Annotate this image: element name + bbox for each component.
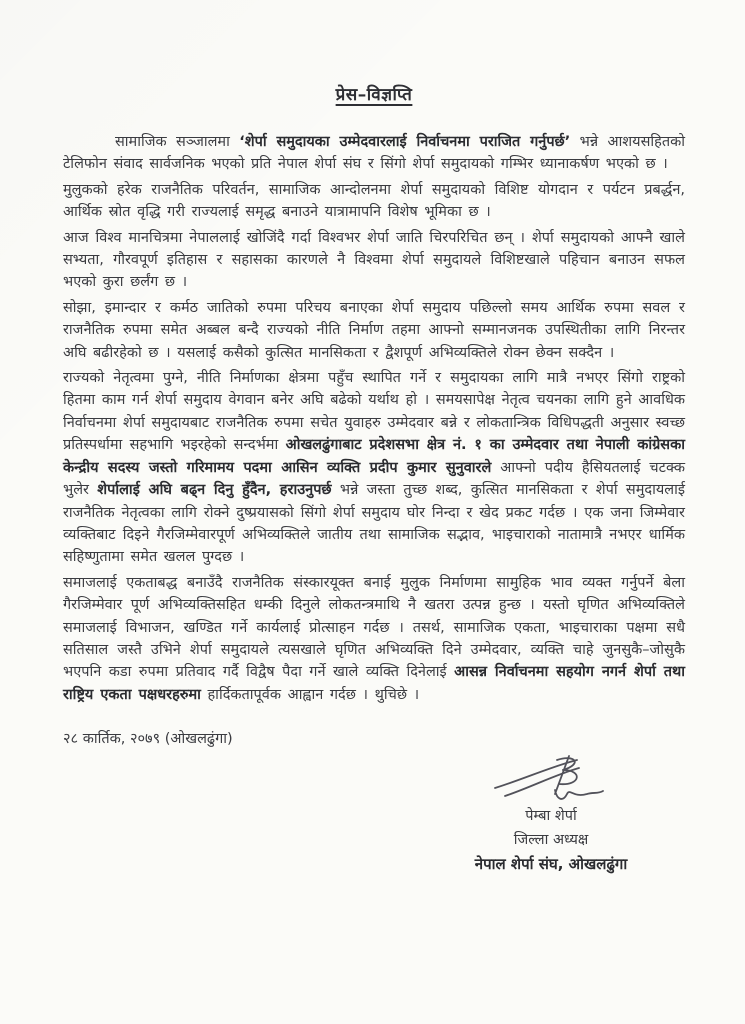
- paragraph-bold-segment: शेर्पालाई अघि बढ्न दिनु हुँदैन, हराउनुपर्छ: [97, 482, 332, 499]
- paragraph-segment: हार्दिकतापूर्वक आह्वान गर्दछ । थुचिछे ।: [200, 686, 420, 703]
- paragraph-segment: आज विश्व मानचित्रमा नेपाललाई खोजिंदै गर्दा विश्वभर शेर्पा जाति चिरपरिचित छन् । शेर्पा समुदायको आफ्नै खाले सभ्यता, गौरवपूर्ण इतिहास र सहासका कारणले नै विश्वमा शेर्पा समुदायले विशिष्टखाले पहिचान बनाउन सफल भएको कुरा छर्लंग छ ।: [63, 229, 685, 291]
- paragraph-segment: सोझा, इमान्दार र कर्मठ जातिको रुपमा परिचय बनाएका शेर्पा समुदाय पछिल्लो समय आर्थिक रुपमा सवल र राजनैतिक रुपमा समेत अब्बल बन्दै राज्यको नीति निर्माण तहमा आफ्नो सम्मानजनक उपस्थितीका लागि निरन्तर अघि बढीरहेको छ । यसलाई कसैको कुत्सित मानसिकता र द्वैशपूर्ण अभिव्यक्तिले रोक्न छेक्न सक्दैन ।: [63, 299, 685, 361]
- signatory-role: जिल्ला अध्यक्ष: [513, 832, 589, 849]
- paragraph-bold-segment: आसन्न निर्वाचनमा सहयोग नगर्न शेर्पा तथा राष्ट्रिय एकता पक्षधरहरुमा: [63, 664, 685, 703]
- paragraph-bold-segment: ओखलढुंगाबाट प्रदेशसभा क्षेत्र नं. १ का उम्मेदवार तथा नेपाली कांग्रेसका केन्द्रीय सदस्य जस्तो गरिमामय पदमा आसिन व्यक्ति प्रदीप कुमार सुनुवारले: [63, 437, 686, 476]
- paragraph-segment: समाजलाई एकताबद्ध बनाउँदै राजनैतिक संस्कारयूक्त बनाई मुलुक निर्माणमा सामुहिक भाव व्यक्त गर्नुपर्ने बेला गैरजिम्मेवार पूर्ण अभिव्यक्तिसहित धम्की दिनुले लोकतन्त्रमाथि नै खतरा उत्पन्न हुन्छ । यस्तो घृणित अभिव्यक्तिले समाजलाई विभाजन, खण्डित गर्ने कार्यलाई प्रोत्साहन गर्दछ । तसर्थ, सामाजिक एकता, भाइचाराका पक्षमा सधै सतिसाल जस्तै उभिने शेर्पा समुदायले त्यसखाले घृणित अभिव्यक्ति दिने उम्मेदवार, व्यक्ति चाहे जुनसुकै–जोसुकै भएपनि कडा रुपमा प्रतिवाद गर्दै विद्वैष पैदा गर्ने खाले व्यक्ति दिनेलाई: [63, 574, 685, 681]
- paragraph: [63, 297, 685, 364]
- paragraph: [63, 572, 685, 706]
- paragraph: [63, 131, 685, 176]
- paragraph-segment: राज्यको नेतृत्वमा पुग्ने, नीति निर्माणका क्षेत्रमा पहुँच स्थापित गर्ने र समुदायका लागि मात्रै नभएर सिंगो राष्ट्रको हितमा काम गर्न शेर्पा समुदाय वेगवान बनेर अघि बढेको यर्थाथ हो । समयसापेक्ष नेतृत्व चयनका लागि हुने आवधिक निर्वाचनमा शेर्पा समुदायबाट राजनैतिक रुपमा सचेत युवाहरु उम्मेदवार बन्ने र लोकतान्त्रिक विधिपद्धती अनुसार स्वच्छ प्रतिस्पर्धामा सहभागि भइरहेको सन्दर्भमा: [63, 370, 685, 454]
- paragraph: [63, 367, 685, 569]
- signatory-name: पेम्बा शेर्पा: [525, 808, 577, 825]
- date-line: २८ कार्तिक, २०७९ (ओखलढुंगा): [63, 731, 233, 748]
- paragraph: [63, 227, 685, 294]
- page-title: प्रेस–विज्ञप्ति: [335, 85, 413, 105]
- signatory-organization: नेपाल शेर्पा संघ, ओखलढुंगा: [474, 855, 628, 874]
- paragraph-segment: आफ्नो पदीय हैसियतलाई चटक्क भुलेर: [63, 459, 685, 499]
- signature-scribble: [491, 754, 611, 806]
- paragraph-segment: सामाजिक सञ्जालमा: [115, 134, 240, 150]
- paragraph-bold-segment: ‘शेर्पा समुदायका उम्मेदवारलाई निर्वाचनमा पराजित गर्नुपर्छ’: [239, 134, 571, 150]
- paragraph-segment: भन्ने आशयसहितको टेलिफोन संवाद सार्वजनिक भएको प्रति नेपाल शेर्पा संघ र सिंगो शेर्पा समुदायको गम्भिर ध्यानाकर्षण भएको छ ।: [63, 134, 685, 173]
- paragraph: [63, 179, 685, 224]
- document-paragraphs: [63, 131, 685, 706]
- signature-block: [431, 754, 671, 877]
- paragraph-segment: भन्ने जस्ता तुच्छ शब्द, कुत्सित मानसिकता र शेर्पा समुदायलाई राजनैतिक नेतृत्वका लागि रोक्ने दुष्प्रयासको सिंगो शेर्पा समुदाय घोर निन्दा र खेद प्रकट गर्दछ । एक जना जिम्मेवार व्यक्तिबाट दिइने गैरजिम्मेवारपूर्ण अभिव्यक्तिले जातीय तथा सामाजिक सद्भाव, भाइचाराको नातामात्रै नभएर धार्मिक सहिष्णुतामा समेत खलल पुग्दछ ।: [63, 482, 685, 566]
- document-content: [63, 82, 685, 877]
- paragraph-segment: मुलुकको हरेक राजनैतिक परिवर्तन, सामाजिक आन्दोलनमा शेर्पा समुदायको विशिष्ट योगदान र पर्यटन प्रबर्द्धन, आर्थिक स्रोत वृद्धि गरी राज्यलाई समृद्ध बनाउने यात्रामापनि विशेष भूमिका छ ।: [63, 181, 685, 221]
